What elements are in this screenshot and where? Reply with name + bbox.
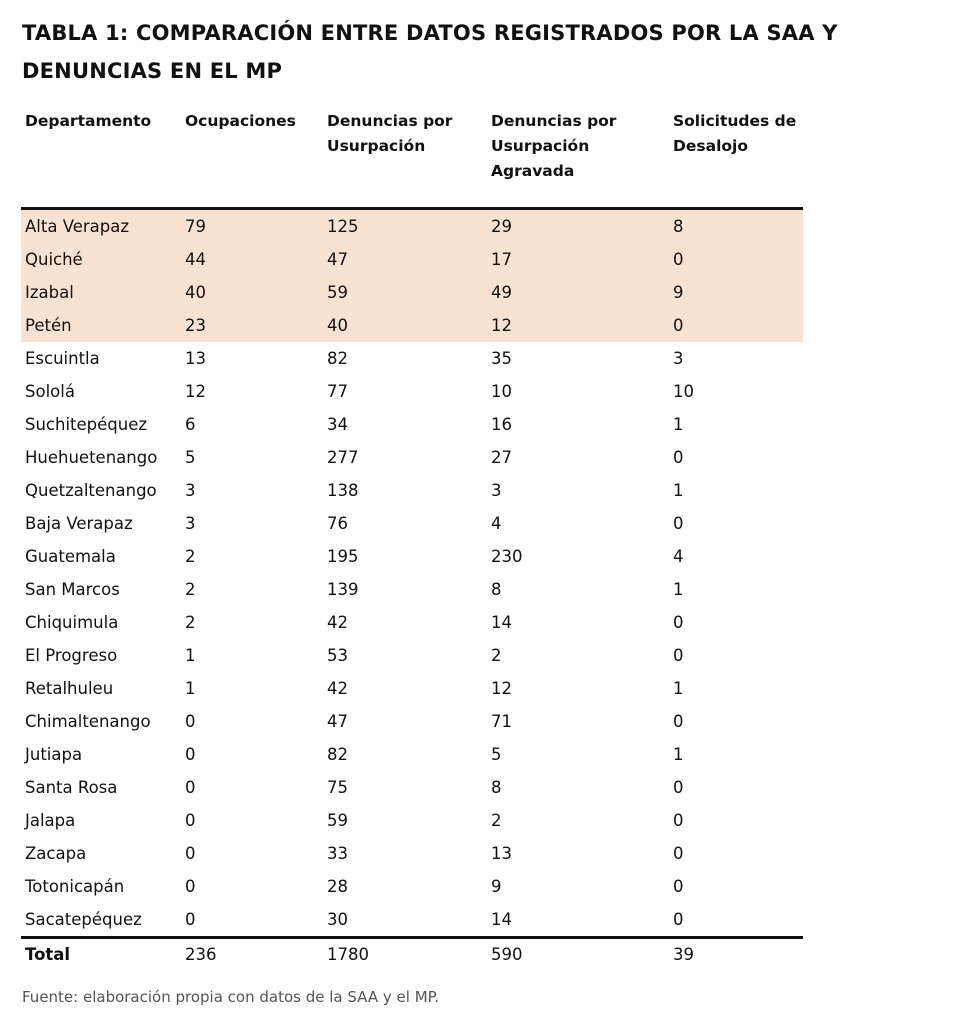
table-row <box>21 573 803 606</box>
cell-ocupaciones: 0 <box>185 712 196 731</box>
cell-departamento: Huehuetenango <box>25 448 158 467</box>
cell-denuncias-usurpacion-agravada: 2 <box>491 646 502 665</box>
cell-denuncias-usurpacion: 42 <box>327 613 348 632</box>
cell-ocupaciones: 44 <box>181 243 323 276</box>
table-body <box>21 209 803 938</box>
cell-denuncias-usurpacion: 76 <box>327 514 348 533</box>
cell-denuncias-usurpacion-agravada: 17 <box>487 243 669 276</box>
cell-denuncias-usurpacion: 40 <box>323 309 487 342</box>
cell-denuncias-usurpacion-agravada: 12 <box>487 309 669 342</box>
table-row <box>21 441 803 474</box>
table-row <box>21 606 803 639</box>
cell-denuncias-usurpacion: 277 <box>327 448 359 467</box>
cell-ocupaciones: 13 <box>185 349 206 368</box>
cell-ocupaciones: 40 <box>181 276 323 309</box>
table-row <box>21 375 803 408</box>
cell-denuncias-usurpacion-agravada: 27 <box>491 448 512 467</box>
cell-ocupaciones: 0 <box>185 745 196 764</box>
table-row <box>21 309 803 342</box>
cell-departamento: Retalhuleu <box>25 679 114 698</box>
cell-denuncias-usurpacion-agravada: 5 <box>491 745 502 764</box>
cell-ocupaciones: 0 <box>185 910 196 929</box>
comparison-table <box>21 107 803 969</box>
cell-departamento: Alta Verapaz <box>21 209 181 244</box>
cell-solicitudes-desalojo: 9 <box>669 276 803 309</box>
total-denuncias-usurpacion: 1780 <box>323 938 487 970</box>
table-row <box>21 705 803 738</box>
cell-denuncias-usurpacion: 82 <box>327 745 348 764</box>
cell-solicitudes-desalojo: 0 <box>673 910 684 929</box>
cell-departamento: El Progreso <box>25 646 118 665</box>
cell-denuncias-usurpacion: 195 <box>327 547 359 566</box>
cell-solicitudes-desalojo: 4 <box>673 547 684 566</box>
table-row <box>21 837 803 870</box>
cell-departamento: Escuintla <box>25 349 100 368</box>
cell-solicitudes-desalojo: 0 <box>673 448 684 467</box>
cell-denuncias-usurpacion: 47 <box>327 712 348 731</box>
table-row <box>21 639 803 672</box>
table-row <box>21 507 803 540</box>
cell-denuncias-usurpacion-agravada: 8 <box>491 778 502 797</box>
table-row <box>21 209 803 244</box>
cell-ocupaciones: 0 <box>185 778 196 797</box>
header-denuncias-usurpacion: Denuncias por Usurpación <box>323 107 487 209</box>
cell-solicitudes-desalojo: 1 <box>673 745 684 764</box>
cell-solicitudes-desalojo: 1 <box>673 481 684 500</box>
cell-departamento: Chimaltenango <box>25 712 151 731</box>
total-solicitudes-desalojo: 39 <box>669 938 803 970</box>
cell-solicitudes-desalojo: 0 <box>673 514 684 533</box>
cell-denuncias-usurpacion: 47 <box>323 243 487 276</box>
cell-denuncias-usurpacion-agravada: 13 <box>491 844 512 863</box>
cell-solicitudes-desalojo: 0 <box>673 844 684 863</box>
cell-denuncias-usurpacion-agravada: 29 <box>487 209 669 244</box>
cell-denuncias-usurpacion-agravada: 10 <box>491 382 512 401</box>
cell-denuncias-usurpacion-agravada: 14 <box>491 910 512 929</box>
cell-denuncias-usurpacion: 139 <box>327 580 359 599</box>
cell-denuncias-usurpacion-agravada: 230 <box>491 547 523 566</box>
cell-solicitudes-desalojo: 10 <box>673 382 694 401</box>
cell-denuncias-usurpacion: 42 <box>327 679 348 698</box>
cell-ocupaciones: 5 <box>185 448 196 467</box>
cell-ocupaciones: 3 <box>185 481 196 500</box>
table-row <box>21 870 803 903</box>
header-row <box>21 107 803 209</box>
cell-ocupaciones: 79 <box>181 209 323 244</box>
total-denuncias-usurpacion-agravada: 590 <box>487 938 669 970</box>
cell-ocupaciones: 2 <box>185 547 196 566</box>
cell-departamento: Petén <box>21 309 181 342</box>
cell-solicitudes-desalojo: 0 <box>673 877 684 896</box>
cell-solicitudes-desalojo: 3 <box>673 349 684 368</box>
cell-denuncias-usurpacion-agravada: 16 <box>491 415 512 434</box>
cell-ocupaciones: 1 <box>185 646 196 665</box>
cell-departamento: Sololá <box>25 382 75 401</box>
table-row <box>21 738 803 771</box>
cell-denuncias-usurpacion: 53 <box>327 646 348 665</box>
cell-solicitudes-desalojo: 0 <box>673 811 684 830</box>
cell-denuncias-usurpacion: 34 <box>327 415 348 434</box>
cell-ocupaciones: 0 <box>185 844 196 863</box>
cell-denuncias-usurpacion: 82 <box>327 349 348 368</box>
cell-denuncias-usurpacion: 59 <box>323 276 487 309</box>
cell-denuncias-usurpacion: 77 <box>327 382 348 401</box>
cell-denuncias-usurpacion-agravada: 35 <box>491 349 512 368</box>
table-row <box>21 540 803 573</box>
cell-denuncias-usurpacion-agravada: 3 <box>491 481 502 500</box>
header-ocupaciones: Ocupaciones <box>181 107 323 209</box>
table-row <box>21 408 803 441</box>
cell-departamento: Chiquimula <box>25 613 119 632</box>
cell-ocupaciones: 12 <box>185 382 206 401</box>
cell-denuncias-usurpacion: 28 <box>327 877 348 896</box>
cell-denuncias-usurpacion-agravada: 14 <box>491 613 512 632</box>
cell-ocupaciones: 0 <box>185 877 196 896</box>
cell-solicitudes-desalojo: 1 <box>673 415 684 434</box>
cell-ocupaciones: 6 <box>185 415 196 434</box>
cell-departamento: Totonicapán <box>25 877 125 896</box>
table-title: TABLA 1: COMPARACIÓN ENTRE DATOS REGISTRADOS POR LA SAA Y DENUNCIAS EN EL MP <box>22 21 838 83</box>
table-row <box>21 804 803 837</box>
cell-departamento: Santa Rosa <box>25 778 118 797</box>
cell-ocupaciones: 2 <box>185 613 196 632</box>
cell-solicitudes-desalojo: 0 <box>673 778 684 797</box>
cell-departamento: Sacatepéquez <box>25 910 142 929</box>
cell-solicitudes-desalojo: 1 <box>673 580 684 599</box>
table-row <box>21 342 803 375</box>
table-row <box>21 243 803 276</box>
cell-solicitudes-desalojo: 0 <box>673 646 684 665</box>
cell-denuncias-usurpacion: 33 <box>327 844 348 863</box>
cell-denuncias-usurpacion-agravada: 12 <box>491 679 512 698</box>
table-row <box>21 276 803 309</box>
cell-denuncias-usurpacion-agravada: 9 <box>491 877 502 896</box>
cell-departamento: Jalapa <box>25 811 76 830</box>
cell-solicitudes-desalojo: 0 <box>673 712 684 731</box>
cell-departamento: Jutiapa <box>25 745 83 764</box>
cell-denuncias-usurpacion: 59 <box>327 811 348 830</box>
header-solicitudes-desalojo: Solicitudes de Desalojo <box>669 107 803 209</box>
cell-ocupaciones: 2 <box>185 580 196 599</box>
cell-denuncias-usurpacion-agravada: 49 <box>487 276 669 309</box>
cell-denuncias-usurpacion: 75 <box>327 778 348 797</box>
cell-ocupaciones: 1 <box>185 679 196 698</box>
source-note: Fuente: elaboración propia con datos de la SAA y el MP. <box>22 988 440 1006</box>
cell-ocupaciones: 3 <box>185 514 196 533</box>
cell-departamento: Quiché <box>21 243 181 276</box>
header-departamento: Departamento <box>21 107 181 209</box>
header-denuncias-usurpacion-agravada: Denuncias por Usurpación Agravada <box>487 107 669 209</box>
cell-denuncias-usurpacion-agravada: 8 <box>491 580 502 599</box>
cell-denuncias-usurpacion: 125 <box>323 209 487 244</box>
cell-denuncias-usurpacion-agravada: 2 <box>491 811 502 830</box>
cell-departamento: San Marcos <box>25 580 120 599</box>
cell-departamento: Baja Verapaz <box>25 514 133 533</box>
cell-departamento: Quetzaltenango <box>25 481 157 500</box>
cell-ocupaciones: 23 <box>181 309 323 342</box>
cell-solicitudes-desalojo: 1 <box>673 679 684 698</box>
table-row <box>21 474 803 507</box>
cell-departamento: Suchitepéquez <box>25 415 148 434</box>
cell-departamento: Izabal <box>21 276 181 309</box>
cell-solicitudes-desalojo: 0 <box>669 309 803 342</box>
cell-denuncias-usurpacion: 138 <box>327 481 359 500</box>
cell-solicitudes-desalojo: 0 <box>669 243 803 276</box>
cell-ocupaciones: 0 <box>185 811 196 830</box>
table-row <box>21 771 803 804</box>
total-label: Total <box>21 938 181 970</box>
total-ocupaciones: 236 <box>181 938 323 970</box>
total-row <box>21 938 803 970</box>
cell-denuncias-usurpacion: 30 <box>327 910 348 929</box>
cell-denuncias-usurpacion-agravada: 71 <box>491 712 512 731</box>
cell-solicitudes-desalojo: 0 <box>673 613 684 632</box>
cell-departamento: Guatemala <box>25 547 116 566</box>
cell-solicitudes-desalojo: 8 <box>669 209 803 244</box>
table-row <box>21 672 803 705</box>
cell-departamento: Zacapa <box>25 844 87 863</box>
table-row <box>21 903 803 938</box>
cell-denuncias-usurpacion-agravada: 4 <box>491 514 502 533</box>
